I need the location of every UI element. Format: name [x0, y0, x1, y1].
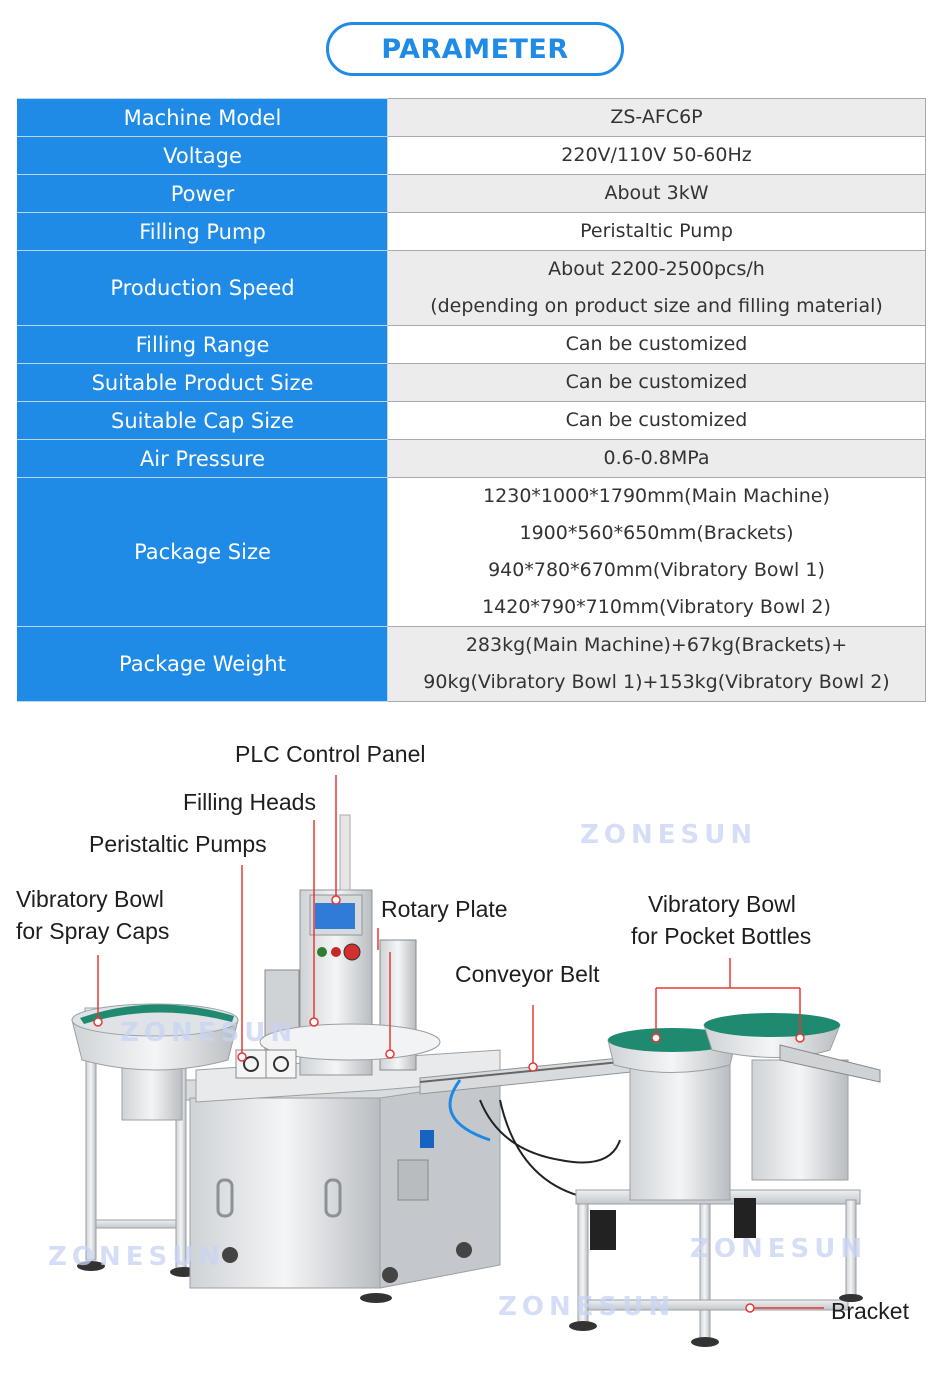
parameter-label: Package Size: [18, 478, 388, 627]
parameter-label: Power: [18, 175, 388, 213]
parameter-value-line: ZS-AFC6P: [610, 106, 703, 128]
parameter-row: [18, 251, 926, 326]
parameter-value: [388, 213, 926, 251]
parameter-row: [18, 627, 926, 702]
parameter-label: Filling Pump: [18, 213, 388, 251]
parameter-value: [388, 326, 926, 364]
machine-illustration: [0, 720, 944, 1400]
parameter-value-line: 1420*790*710mm(Vibratory Bowl 2): [482, 596, 831, 618]
callout-plc-control-panel: PLC Control Panel: [235, 741, 426, 767]
parameter-row: [18, 326, 926, 364]
parameter-value-line: 1900*560*650mm(Brackets): [519, 522, 794, 544]
parameter-value-line: About 3kW: [604, 182, 709, 204]
parameter-value: [388, 364, 926, 402]
watermark: ZONESUN: [498, 1292, 676, 1322]
parameter-label: Package Weight: [18, 627, 388, 702]
parameter-value-line: 283kg(Main Machine)+67kg(Brackets)+: [465, 634, 848, 656]
parameter-row: [18, 99, 926, 137]
parameter-row: [18, 478, 926, 627]
parameter-label: Air Pressure: [18, 440, 388, 478]
parameter-value-line: 1230*1000*1790mm(Main Machine): [483, 485, 830, 507]
machine-drawing: [0, 720, 944, 1400]
parameter-value-line: 940*780*670mm(Vibratory Bowl 1): [488, 559, 825, 581]
watermark: ZONESUN: [690, 1234, 868, 1264]
pocket-bottle-bowls: [608, 1013, 880, 1200]
callout-vibratory-bowl-bottles-line2: for Pocket Bottles: [631, 923, 812, 949]
parameter-value-line: Can be customized: [565, 333, 748, 355]
callout-vibratory-bowl-caps-line2: for Spray Caps: [16, 918, 170, 944]
parameter-label: Machine Model: [18, 99, 388, 137]
parameter-value-line: 90kg(Vibratory Bowl 1)+153kg(Vibratory Bowl 2): [423, 671, 890, 693]
parameter-value: [388, 137, 926, 175]
parameter-label: Suitable Cap Size: [18, 402, 388, 440]
callout-vibratory-bowl-caps-line1: Vibratory Bowl: [16, 886, 164, 912]
parameter-row: [18, 175, 926, 213]
parameter-label: Voltage: [18, 137, 388, 175]
callout-bracket: Bracket: [831, 1298, 909, 1324]
right-bracket: [569, 1190, 863, 1347]
parameter-value-line: Can be customized: [565, 371, 748, 393]
parameter-value: [388, 440, 926, 478]
parameter-row: [18, 213, 926, 251]
callout-peristaltic-pumps: Peristaltic Pumps: [89, 831, 267, 857]
parameter-value-line: (depending on product size and filling material): [430, 295, 883, 317]
callout-filling-heads: Filling Heads: [183, 789, 316, 815]
callout-conveyor-belt: Conveyor Belt: [455, 961, 600, 987]
parameter-value: [388, 251, 926, 326]
parameter-value: [388, 175, 926, 213]
parameter-label: Production Speed: [18, 251, 388, 326]
parameter-value-line: Can be customized: [565, 409, 748, 431]
parameter-label: Filling Range: [18, 326, 388, 364]
parameter-row: [18, 402, 926, 440]
watermark: ZONESUN: [120, 1018, 298, 1048]
callout-rotary-plate: Rotary Plate: [381, 896, 508, 922]
parameter-value: [388, 478, 926, 627]
parameter-row: [18, 137, 926, 175]
watermark: ZONESUN: [48, 1242, 226, 1272]
watermark: ZONESUN: [580, 820, 758, 850]
parameter-value-line: 220V/110V 50-60Hz: [561, 144, 752, 166]
parameter-label: Suitable Product Size: [18, 364, 388, 402]
parameter-value-line: Peristaltic Pump: [580, 220, 733, 242]
parameter-value-line: About 2200-2500pcs/h: [548, 258, 765, 280]
parameter-value-line: 0.6-0.8MPa: [603, 447, 710, 469]
parameter-value: [388, 99, 926, 137]
parameter-value: [388, 627, 926, 702]
parameter-table: [17, 98, 926, 702]
parameter-row: [18, 364, 926, 402]
parameter-value: [388, 402, 926, 440]
parameter-row: [18, 440, 926, 478]
callout-vibratory-bowl-bottles-line1: Vibratory Bowl: [648, 891, 796, 917]
section-title: PARAMETER: [326, 22, 624, 76]
